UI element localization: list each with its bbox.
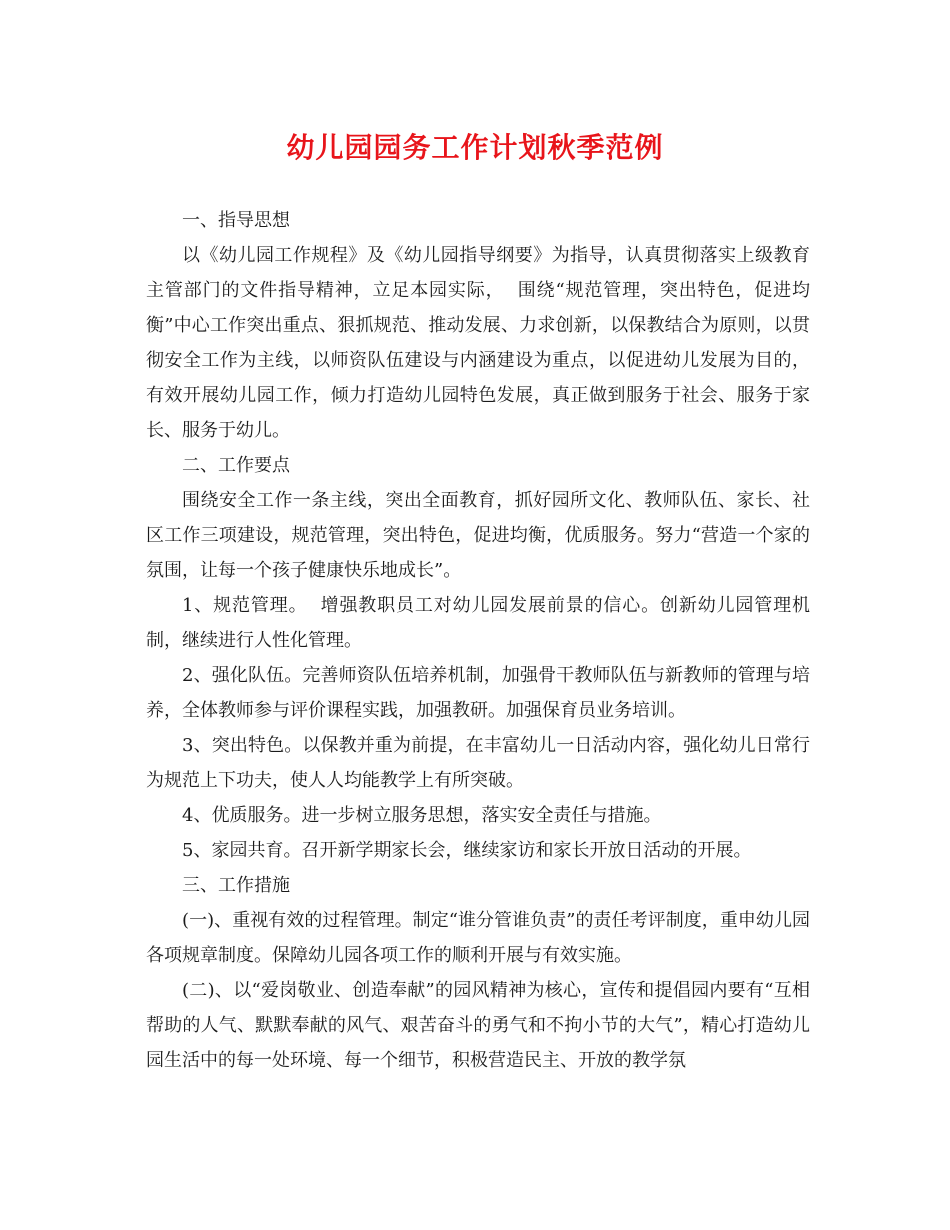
- section-heading-work-measures: 三、工作措施: [182, 875, 290, 896]
- section-heading-guiding-ideology: 一、指导思想: [182, 210, 290, 231]
- document-title: 幼儿园园务工作计划秋季范例: [286, 131, 664, 164]
- list-item-home-school: 5、家园共育。召开新学期家长会，继续家访和家长开放日活动的开展。: [182, 840, 752, 861]
- section-heading-work-points: 二、工作要点: [182, 455, 290, 476]
- list-item-highlight-features: 3、突出特色。以保教并重为前提，在丰富幼儿一日活动内容，强化幼儿日常行为规范上下功夫，使人人均能教学上有所突破。: [146, 735, 810, 791]
- list-item-quality-service: 4、优质服务。进一步树立服务思想，落实安全责任与措施。: [182, 805, 662, 826]
- paragraph-guiding-ideology: 以《幼儿园工作规程》及《幼儿园指导纲要》为指导，认真贯彻落实上级教育主管部门的文件指导精神，立足本园实际， 围绕“规范管理，突出特色，促进均衡”中心工作突出重点、狠抓规范、推动发展、力求创新，以保教结合为原则，以贯彻安全工作为主线，以师资队伍建设与内涵建设为重点，以促进幼儿发展为目的，有效开展幼儿园工作，倾力打造幼儿园特色发展，真正做到服务于社会、服务于家长、服务于幼儿。: [146, 245, 810, 441]
- document-body: [146, 203, 810, 1078]
- list-item-standard-management: 1、规范管理。 增强教职员工对幼儿园发展前景的信心。创新幼儿园管理机制，继续进行人性化管理。: [146, 595, 810, 651]
- paragraph-measure-two: (二)、以“爱岗敬业、创造奉献”的园风精神为核心，宣传和提倡园内要有“互相帮助的人气、默默奉献的风气、艰苦奋斗的勇气和不拘小节的大气”，精心打造幼儿园生活中的每一处环境、每一个细节，积极营造民主、开放的教学氛: [146, 980, 810, 1071]
- paragraph-measure-one: (一)、重视有效的过程管理。制定“谁分管谁负责”的责任考评制度，重申幼儿园各项规章制度。保障幼儿园各项工作的顺利开展与有效实施。: [146, 910, 810, 966]
- list-item-strengthen-team: 2、强化队伍。完善师资队伍培养机制，加强骨干教师队伍与新教师的管理与培养，全体教师参与评价课程实践，加强教研。加强保育员业务培训。: [146, 665, 810, 721]
- paragraph-work-points: 围绕安全工作一条主线，突出全面教育，抓好园所文化、教师队伍、家长、社区工作三项建设，规范管理，突出特色，促进均衡，优质服务。努力“营造一个家的氛围，让每一个孩子健康快乐地成长”。: [146, 490, 810, 581]
